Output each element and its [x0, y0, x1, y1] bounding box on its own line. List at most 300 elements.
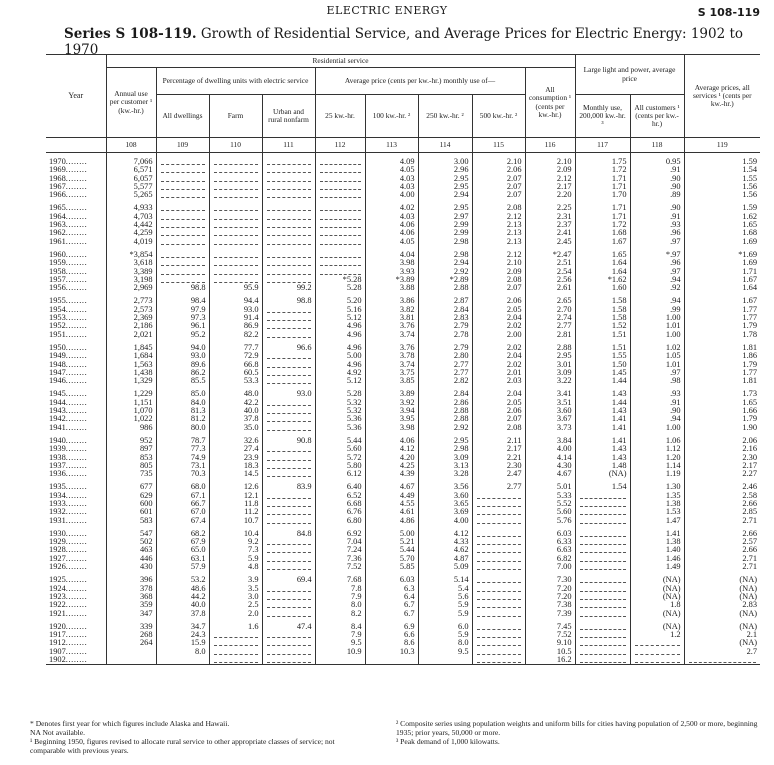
column-number-row	[46, 138, 760, 153]
year-cell: 1928........	[49, 546, 88, 555]
year-cell: 1929........	[49, 538, 88, 547]
dash-leader	[580, 492, 626, 499]
value-cell: 97.3	[156, 314, 209, 322]
value-cell	[315, 213, 365, 221]
value-cell: 1.65	[575, 251, 630, 259]
value-cell: 1.64	[575, 268, 630, 276]
value-cell: (NA)	[630, 610, 684, 618]
value-cell	[156, 221, 209, 229]
value-cell: 1.56	[684, 191, 760, 199]
dash-leader	[161, 166, 205, 173]
value-cell: 1.79	[684, 361, 760, 369]
value-cell	[472, 563, 525, 571]
value-cell: 7.30	[525, 576, 575, 584]
dash-leader	[320, 259, 361, 266]
value-cell: 3.78	[365, 352, 418, 360]
value-cell: 2.05	[472, 399, 525, 407]
table-row	[46, 238, 760, 246]
value-cell	[156, 204, 209, 212]
title-text: Growth of Residential Service, and Average Prices for Electric Energy: 1902 to 1970	[64, 26, 744, 58]
value-cell: 2.11	[472, 437, 525, 445]
value-cell: 32.6	[209, 437, 262, 445]
dash-leader	[214, 631, 258, 638]
value-cell: 40.0	[156, 601, 209, 609]
value-cell: 6.6	[365, 631, 418, 639]
value-cell: 7.3	[209, 546, 262, 554]
value-cell: 1.35	[630, 492, 684, 500]
value-cell	[262, 492, 315, 500]
leader-dots: ........	[65, 453, 88, 462]
leader-dots: ........	[65, 166, 88, 175]
value-cell: *2.47	[525, 251, 575, 259]
value-cell	[262, 251, 315, 259]
value-cell: 1.55	[684, 175, 760, 183]
value-cell: 2.88	[525, 344, 575, 352]
dash-leader	[267, 656, 311, 663]
value-cell: 70.3	[156, 470, 209, 478]
leader-dots: ........	[65, 390, 88, 399]
value-cell	[262, 563, 315, 571]
value-cell	[209, 191, 262, 199]
leader-dots: ........	[65, 622, 88, 631]
value-cell: .94	[630, 415, 684, 423]
value-cell: 1.43	[575, 390, 630, 398]
value-cell: 2.61	[525, 284, 575, 292]
value-cell: 2,573	[106, 306, 156, 314]
dash-leader	[161, 276, 205, 283]
col-residential: Residential service	[106, 55, 575, 68]
value-cell: 3.56	[418, 483, 472, 491]
value-cell: .90	[630, 183, 684, 191]
value-cell: 1.70	[575, 191, 630, 199]
value-cell: 2,969	[106, 284, 156, 292]
year-cell: 1957........	[49, 275, 88, 284]
value-cell	[262, 158, 315, 166]
value-cell	[575, 631, 630, 639]
value-cell: 2.95	[525, 352, 575, 360]
value-cell: 3.01	[525, 361, 575, 369]
value-cell	[262, 601, 315, 609]
value-cell	[315, 259, 365, 267]
value-cell: 1.06	[630, 437, 684, 445]
dash-leader	[267, 204, 311, 211]
value-cell: 1.6	[209, 623, 262, 631]
dash-leader	[580, 555, 626, 562]
value-cell: 1,563	[106, 361, 156, 369]
dash-leader	[267, 610, 311, 617]
value-cell: 98.4	[156, 297, 209, 305]
value-cell: *.97	[630, 251, 684, 259]
dash-leader	[267, 407, 311, 414]
leader-dots: ........	[65, 237, 88, 246]
leader-dots: ........	[65, 445, 88, 454]
year-cell: 1902........	[46, 656, 106, 665]
value-cell: 10.4	[209, 530, 262, 538]
value-cell: 4.92	[315, 369, 365, 377]
value-cell: 2.66	[684, 546, 760, 554]
value-cell: 6.40	[315, 483, 365, 491]
dash-leader	[477, 508, 521, 515]
dash-leader	[267, 500, 311, 507]
value-cell: 1.81	[684, 377, 760, 385]
value-cell: 95.2	[156, 331, 209, 339]
value-cell: 3.82	[365, 306, 418, 314]
value-cell	[262, 648, 315, 656]
series-id: Series S 108-119.	[64, 26, 197, 42]
leader-dots: ........	[65, 538, 88, 547]
leader-dots: ........	[65, 407, 88, 416]
value-cell	[315, 656, 365, 665]
dash-leader	[477, 530, 521, 537]
leader-dots: ........	[65, 368, 88, 377]
value-cell	[156, 229, 209, 237]
value-cell: 3.73	[525, 424, 575, 432]
col-100: 100 kw.-hr. ²	[365, 95, 418, 138]
value-cell: 57.9	[156, 563, 209, 571]
value-cell: 7.9	[315, 631, 365, 639]
value-cell: 91.4	[209, 314, 262, 322]
value-cell: 1.41	[575, 415, 630, 423]
leader-dots: ........	[65, 204, 88, 213]
value-cell: 53.3	[209, 377, 262, 385]
col-num: 118	[630, 138, 684, 153]
value-cell	[472, 508, 525, 516]
value-cell	[209, 166, 262, 174]
value-cell: 6.82	[525, 555, 575, 563]
value-cell: 1.05	[630, 352, 684, 360]
value-cell: 2.02	[472, 344, 525, 352]
value-cell: 2.98	[418, 251, 472, 259]
value-cell	[262, 314, 315, 322]
value-cell: 96.1	[156, 322, 209, 330]
value-cell: 1.79	[684, 322, 760, 330]
value-cell: 1.68	[684, 229, 760, 237]
value-cell: 2.04	[472, 390, 525, 398]
dash-leader	[320, 221, 361, 228]
value-cell: .89	[630, 191, 684, 199]
leader-dots: ........	[65, 647, 88, 656]
value-cell: 5.6	[418, 593, 472, 601]
value-cell: 2.37	[525, 221, 575, 229]
leader-dots: ........	[65, 436, 88, 445]
value-cell: 9.2	[209, 538, 262, 546]
value-cell: 2.65	[525, 297, 575, 305]
value-cell: 4.96	[315, 361, 365, 369]
value-cell: 4,442	[106, 221, 156, 229]
value-cell: 600	[106, 500, 156, 508]
dash-leader	[477, 546, 521, 553]
value-cell: 3.67	[525, 415, 575, 423]
value-cell: 63.1	[156, 555, 209, 563]
dash-leader	[267, 462, 311, 469]
value-cell: 1.43	[575, 407, 630, 415]
value-cell: .92	[630, 284, 684, 292]
dash-leader	[267, 639, 311, 646]
value-cell: 23.9	[209, 454, 262, 462]
value-cell: 5.36	[315, 415, 365, 423]
value-cell: 3.60	[525, 407, 575, 415]
value-cell: 7.45	[525, 623, 575, 631]
value-cell: (NA)	[684, 623, 760, 631]
value-cell: (NA)	[630, 623, 684, 631]
footnote-3: ³ Peak demand of 1,000 kilowatts.	[396, 737, 500, 746]
value-cell: 4.20	[365, 454, 418, 462]
value-cell: 5.12	[315, 377, 365, 385]
year-cell: 1936........	[49, 470, 88, 479]
value-cell: *3,854	[106, 251, 156, 259]
leader-dots: ........	[65, 491, 88, 500]
value-cell: 1.75	[575, 158, 630, 166]
value-cell	[262, 610, 315, 618]
value-cell: 94.4	[209, 297, 262, 305]
dash-leader	[267, 331, 311, 338]
value-cell: 1.71	[575, 183, 630, 191]
dash-leader	[267, 175, 311, 182]
dash-leader	[580, 631, 626, 638]
value-cell: 4.03	[365, 213, 418, 221]
value-cell: 2.83	[418, 314, 472, 322]
value-cell: 3.74	[365, 331, 418, 339]
dash-leader	[267, 369, 311, 376]
value-cell: 1.01	[630, 322, 684, 330]
dash-leader	[320, 268, 361, 275]
value-cell	[156, 238, 209, 246]
value-cell: 3.92	[365, 399, 418, 407]
value-cell: 3.98	[365, 424, 418, 432]
dash-leader	[580, 639, 626, 646]
leader-dots: ........	[65, 174, 88, 183]
value-cell: 5,265	[106, 191, 156, 199]
value-cell	[262, 322, 315, 330]
value-cell: 2.95	[418, 204, 472, 212]
value-cell	[630, 656, 684, 665]
value-cell	[262, 377, 315, 385]
col-num: 108	[106, 138, 156, 153]
dash-leader	[267, 631, 311, 638]
value-cell: 7.04	[315, 538, 365, 546]
value-cell: 1.45	[575, 369, 630, 377]
value-cell: 4.33	[418, 538, 472, 546]
value-cell: 4.06	[365, 437, 418, 445]
dash-leader	[214, 166, 258, 173]
dash-leader	[320, 166, 361, 173]
year-cell: 1951........	[49, 330, 88, 339]
value-cell: 2.13	[472, 238, 525, 246]
value-cell: 69.4	[262, 576, 315, 584]
value-cell: 1.54	[575, 483, 630, 491]
year-cell: 1941........	[49, 423, 88, 432]
running-header: ELECTRIC ENERGY	[326, 4, 448, 17]
value-cell: 1.58	[575, 314, 630, 322]
dash-leader	[635, 639, 680, 646]
value-cell: 4.03	[365, 183, 418, 191]
dash-leader	[267, 276, 311, 283]
value-cell: 5.01	[525, 483, 575, 491]
value-cell: 1.71	[575, 175, 630, 183]
value-cell: 34.7	[156, 623, 209, 631]
value-cell: 80.0	[156, 424, 209, 432]
value-cell	[315, 183, 365, 191]
dash-leader	[580, 538, 626, 545]
value-cell: 2.08	[472, 424, 525, 432]
value-cell: 6.92	[315, 530, 365, 538]
value-cell: 42.2	[209, 399, 262, 407]
value-cell: 502	[106, 538, 156, 546]
value-cell: 4.03	[365, 175, 418, 183]
value-cell	[575, 648, 630, 656]
value-cell: 81.2	[156, 415, 209, 423]
leader-dots: ........	[65, 284, 88, 293]
value-cell: 1.71	[575, 204, 630, 212]
value-cell	[156, 259, 209, 267]
col-year: Year	[46, 55, 106, 138]
value-cell: 1.49	[630, 563, 684, 571]
value-cell: 2.98	[418, 238, 472, 246]
value-cell: 1.60	[575, 284, 630, 292]
value-cell: 99.2	[262, 284, 315, 292]
value-cell: 90.8	[262, 437, 315, 445]
value-cell: 2.81	[525, 331, 575, 339]
value-cell: 1.81	[684, 344, 760, 352]
value-cell: *1.62	[575, 276, 630, 284]
value-cell: 2.01	[472, 369, 525, 377]
value-cell	[262, 331, 315, 339]
value-cell: 4.06	[365, 221, 418, 229]
value-cell: 5.60	[525, 508, 575, 516]
leader-dots: ........	[65, 601, 88, 610]
value-cell: 24.3	[156, 631, 209, 639]
value-cell: 4.25	[365, 462, 418, 470]
col-monthly: Monthly use, 200,000 kw.-hr. ³	[575, 95, 630, 138]
value-cell: 3.93	[365, 268, 418, 276]
dash-leader	[320, 251, 361, 258]
value-cell: 6.80	[315, 517, 365, 525]
value-cell: 72.9	[209, 352, 262, 360]
value-cell	[156, 213, 209, 221]
value-cell: .91	[630, 213, 684, 221]
value-cell	[472, 530, 525, 538]
value-cell	[262, 546, 315, 554]
year-cell: 1942........	[49, 415, 88, 424]
value-cell: (NA)	[684, 585, 760, 593]
dash-leader	[214, 259, 258, 266]
value-cell: 94.0	[156, 344, 209, 352]
value-cell: 2.51	[525, 259, 575, 267]
value-cell	[575, 593, 630, 601]
value-cell: 1,684	[106, 352, 156, 360]
dash-leader	[267, 585, 311, 592]
value-cell	[575, 530, 630, 538]
dash-leader	[580, 563, 626, 570]
year-cell: 1933........	[49, 499, 88, 508]
value-cell	[575, 656, 630, 665]
dash-leader	[477, 555, 521, 562]
dash-leader	[580, 546, 626, 553]
year-cell: 1930........	[49, 529, 88, 538]
table-row	[46, 610, 760, 618]
value-cell: 1.01	[630, 361, 684, 369]
value-cell: 86.9	[209, 322, 262, 330]
leader-dots: ........	[65, 656, 88, 665]
col-urban: Urban and rural nonfarm	[262, 95, 315, 138]
value-cell: 3.51	[525, 399, 575, 407]
table-row	[46, 576, 760, 584]
dash-leader	[267, 183, 311, 190]
value-cell: 396	[106, 576, 156, 584]
value-cell: 37.8	[209, 415, 262, 423]
value-cell: 2.06	[472, 166, 525, 174]
value-cell: 1.41	[575, 424, 630, 432]
dash-leader	[214, 158, 258, 165]
value-cell: 6,571	[106, 166, 156, 174]
dash-leader	[477, 538, 521, 545]
value-cell	[315, 221, 365, 229]
value-cell: 2.10	[472, 259, 525, 267]
value-cell: 629	[106, 492, 156, 500]
value-cell: 1.55	[575, 352, 630, 360]
year-cell: 1925........	[49, 576, 88, 585]
dash-leader	[477, 623, 521, 630]
leader-dots: ........	[65, 314, 88, 323]
table-row	[46, 331, 760, 339]
value-cell: 601	[106, 508, 156, 516]
footnote-2: ² Composite series using population weights and uniform bills for cities having population of 2,500 or more, beginning 1935; prior years, 50,000 or more.	[396, 719, 758, 737]
value-cell: 2.05	[472, 306, 525, 314]
dash-leader	[267, 415, 311, 422]
value-cell: 85.0	[156, 390, 209, 398]
year-cell: 1966........	[49, 191, 88, 200]
value-cell: 3,389	[106, 268, 156, 276]
value-cell: 2.30	[472, 462, 525, 470]
table-row	[46, 631, 760, 639]
value-cell: 3.88	[365, 284, 418, 292]
dash-leader	[267, 361, 311, 368]
value-cell: 66.7	[156, 500, 209, 508]
value-cell: 4,019	[106, 238, 156, 246]
value-cell: .94	[630, 297, 684, 305]
value-cell: 27.4	[209, 445, 262, 453]
value-cell: 1.30	[630, 483, 684, 491]
value-cell: 4.00	[418, 517, 472, 525]
value-cell: 3.94	[365, 407, 418, 415]
value-cell: 2.77	[525, 322, 575, 330]
value-cell: 4.00	[365, 191, 418, 199]
col-num: 113	[365, 138, 418, 153]
value-cell: 2.82	[418, 377, 472, 385]
value-cell	[472, 555, 525, 563]
value-cell: 7.36	[315, 555, 365, 563]
value-cell: 2.5	[209, 601, 262, 609]
value-cell: 3.98	[365, 259, 418, 267]
dash-leader	[214, 221, 258, 228]
year-cell: 1953........	[49, 314, 88, 323]
value-cell: 3,198	[106, 276, 156, 284]
value-cell: *1.69	[684, 251, 760, 259]
value-cell: 1,329	[106, 377, 156, 385]
value-cell	[262, 517, 315, 525]
col-large: Large light and power, average price	[575, 55, 684, 95]
value-cell: 5.20	[315, 297, 365, 305]
value-cell: 1.72	[575, 166, 630, 174]
year-cell: 1952........	[49, 322, 88, 331]
year-cell: 1944........	[49, 398, 88, 407]
value-cell: 1.50	[575, 361, 630, 369]
value-cell	[575, 623, 630, 631]
value-cell: 4.06	[365, 229, 418, 237]
value-cell: 2.80	[418, 352, 472, 360]
footnote-asterisk: * Denotes first year for which figures include Alaska and Hawaii.	[30, 719, 230, 728]
value-cell: (NA)	[575, 470, 630, 478]
